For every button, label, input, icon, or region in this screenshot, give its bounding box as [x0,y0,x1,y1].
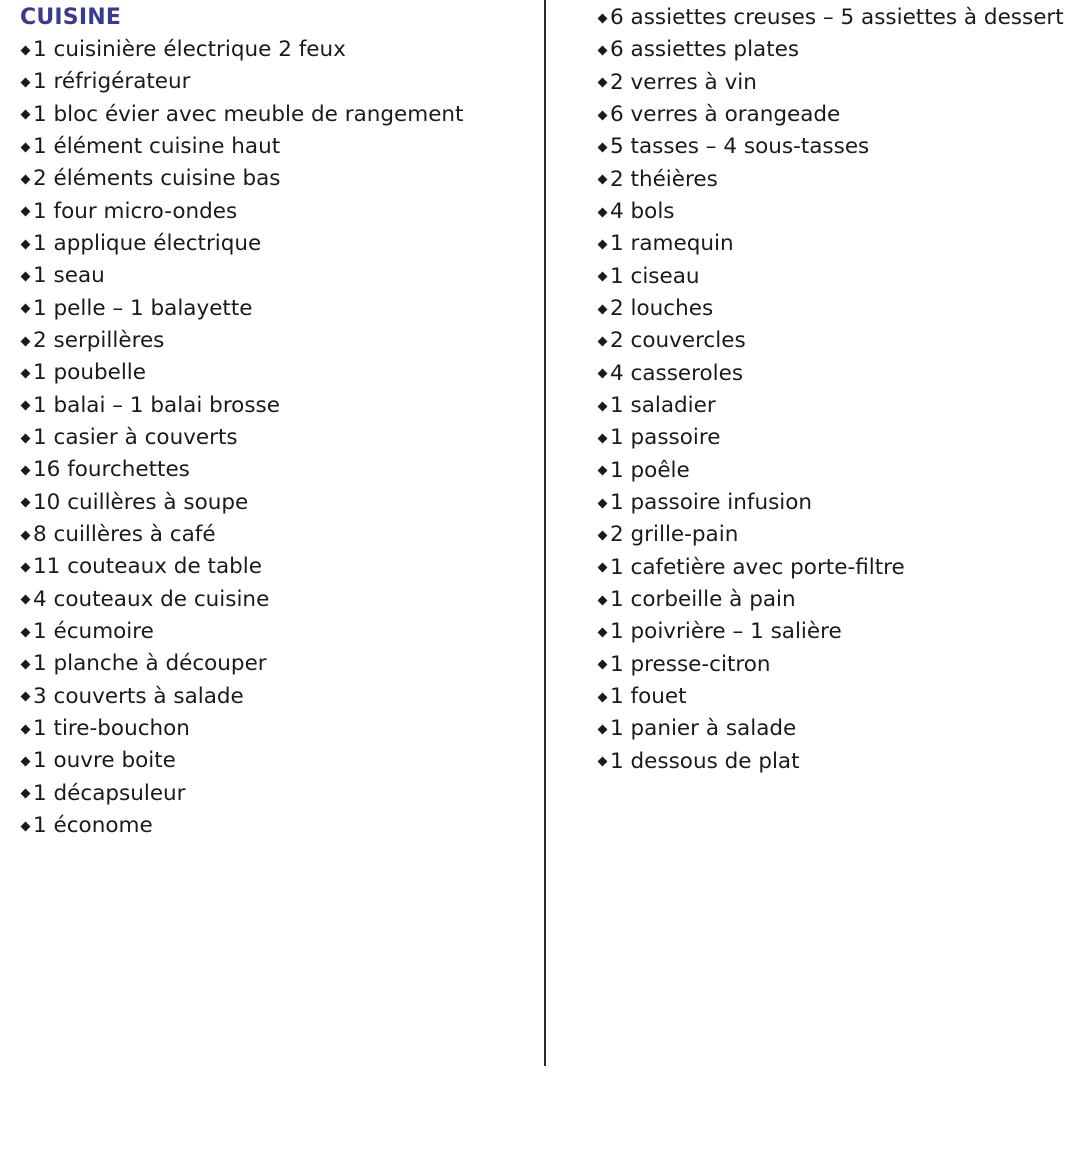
diamond-bullet-icon [21,756,31,766]
list-item [597,616,1064,648]
list-item [20,616,463,648]
list-item-text: 1 tire-bouchon [33,716,190,742]
list-item-text: 1 économe [33,813,153,839]
diamond-bullet-icon [21,336,31,346]
diamond-bullet-icon [598,369,608,379]
diamond-bullet-icon [598,13,608,23]
list-item [20,196,463,228]
diamond-bullet-icon [21,110,31,120]
list-item [20,584,463,616]
list-item [20,66,463,98]
list-item-text: 1 casier à couverts [33,425,238,451]
list-item-text: 1 seau [33,263,105,289]
diamond-bullet-icon [598,530,608,540]
list-item [20,745,463,777]
list-item [20,487,463,519]
diamond-bullet-icon [21,659,31,669]
list-item [597,681,1064,713]
diamond-bullet-icon [598,78,608,88]
diamond-bullet-icon [21,724,31,734]
diamond-bullet-icon [598,336,608,346]
diamond-bullet-icon [21,498,31,508]
diamond-bullet-icon [598,46,608,56]
list-item-text: 1 passoire [610,425,721,451]
list-item [597,390,1064,422]
diamond-bullet-icon [598,692,608,702]
list-item-text: 1 panier à salade [610,716,797,742]
list-item [20,131,463,163]
list-item [597,261,1064,293]
diamond-bullet-icon [21,239,31,249]
list-item-text: 1 écumoire [33,619,154,645]
list-item [597,487,1064,519]
list-item [20,390,463,422]
list-item [20,422,463,454]
diamond-bullet-icon [21,304,31,314]
list-item-text: 1 pelle – 1 balayette [33,295,253,321]
list-item [597,67,1064,99]
list-item [20,778,463,810]
list-item [597,293,1064,325]
list-item-text: 1 saladier [610,393,716,419]
list-item [20,681,463,713]
list-item-text: 1 presse-citron [610,651,771,677]
diamond-bullet-icon [21,627,31,637]
list-item-text: 4 couteaux de cuisine [33,586,270,612]
diamond-bullet-icon [21,465,31,475]
list-item [20,551,463,583]
diamond-bullet-icon [598,627,608,637]
list-item-text: 2 couvercles [610,328,746,354]
list-item-text: 1 poubelle [33,360,146,386]
diamond-bullet-icon [21,78,31,88]
left-item-list [20,34,463,842]
list-item [597,131,1064,163]
list-item-text: 1 planche à découper [33,651,267,677]
list-item-text: 6 assiettes creuses – 5 assiettes à dessert [610,5,1064,31]
list-item-text: 6 assiettes plates [610,37,800,63]
list-item [597,422,1064,454]
list-item [20,228,463,260]
diamond-bullet-icon [598,466,608,476]
list-item [597,746,1064,778]
diamond-bullet-icon [21,562,31,572]
list-item-text: 1 poivrière – 1 salière [610,619,842,645]
list-item-text: 5 tasses – 4 sous-tasses [610,134,870,160]
list-item [20,260,463,292]
list-item [20,648,463,680]
diamond-bullet-icon [598,724,608,734]
list-item [597,325,1064,357]
list-item-text: 6 verres à orangeade [610,102,841,128]
list-item [20,293,463,325]
list-item-text: 2 éléments cuisine bas [33,166,281,192]
diamond-bullet-icon [598,143,608,153]
diamond-bullet-icon [598,757,608,767]
list-item [597,164,1064,196]
list-item [20,163,463,195]
list-item-text: 1 ouvre boite [33,748,176,774]
diamond-bullet-icon [598,272,608,282]
list-item-text: 1 décapsuleur [33,780,186,806]
diamond-bullet-icon [21,45,31,55]
list-item-text: 4 bols [610,199,675,225]
list-item-text: 1 cuisinière électrique 2 feux [33,37,346,63]
list-item-text: 10 cuillères à soupe [33,489,249,515]
list-item [597,34,1064,66]
diamond-bullet-icon [21,272,31,282]
list-item [20,519,463,551]
list-item-text: 3 couverts à salade [33,683,244,709]
diamond-bullet-icon [21,692,31,702]
diamond-bullet-icon [21,401,31,411]
right-item-list [597,2,1064,778]
list-item-text: 1 passoire infusion [610,490,813,516]
diamond-bullet-icon [21,789,31,799]
list-item [597,228,1064,260]
list-item [20,325,463,357]
list-item [597,196,1064,228]
diamond-bullet-icon [21,175,31,185]
list-item-text: 16 fourchettes [33,457,190,483]
list-item-text: 1 four micro-ondes [33,198,238,224]
list-item [597,713,1064,745]
diamond-bullet-icon [598,563,608,573]
list-item-text: 2 théières [610,166,718,192]
diamond-bullet-icon [598,240,608,250]
diamond-bullet-icon [598,110,608,120]
diamond-bullet-icon [21,433,31,443]
list-item-text: 11 couteaux de table [33,554,262,580]
diamond-bullet-icon [21,821,31,831]
diamond-bullet-icon [21,207,31,217]
list-item [597,358,1064,390]
list-item [597,2,1064,34]
diamond-bullet-icon [598,660,608,670]
list-item-text: 1 poêle [610,457,690,483]
list-item-text: 1 élément cuisine haut [33,134,281,160]
list-item-text: 1 cafetière avec porte-filtre [610,554,905,580]
list-item [597,99,1064,131]
diamond-bullet-icon [598,401,608,411]
diamond-bullet-icon [21,368,31,378]
diamond-bullet-icon [21,530,31,540]
list-item [20,99,463,131]
list-item-text: 1 dessous de plat [610,748,800,774]
list-item [20,34,463,66]
list-item-text: 2 louches [610,296,714,322]
diamond-bullet-icon [598,498,608,508]
list-item-text: 1 ciseau [610,263,700,289]
list-item-text: 1 réfrigérateur [33,69,191,95]
list-item [597,552,1064,584]
list-item-text: 1 bloc évier avec meuble de rangement [33,101,464,127]
list-item-text: 2 serpillères [33,328,165,354]
diamond-bullet-icon [598,207,608,217]
list-item-text: 1 fouet [610,684,687,710]
diamond-bullet-icon [598,175,608,185]
column-divider [544,0,546,1066]
list-item-text: 1 ramequin [610,231,734,257]
list-item-text: 1 balai – 1 balai brosse [33,392,280,418]
diamond-bullet-icon [21,595,31,605]
section-title: CUISINE [20,5,122,30]
list-item [20,810,463,842]
list-item [20,454,463,486]
diamond-bullet-icon [598,433,608,443]
list-item-text: 2 verres à vin [610,69,757,95]
list-item [597,519,1064,551]
list-item [597,649,1064,681]
list-item [20,713,463,745]
list-item [597,455,1064,487]
diamond-bullet-icon [598,304,608,314]
list-item [20,357,463,389]
diamond-bullet-icon [21,142,31,152]
list-item-text: 2 grille-pain [610,522,739,548]
list-item-text: 1 corbeille à pain [610,587,796,613]
list-item-text: 1 applique électrique [33,231,262,257]
list-item [597,584,1064,616]
list-item-text: 4 casseroles [610,360,744,386]
list-item-text: 8 cuillères à café [33,522,216,548]
diamond-bullet-icon [598,595,608,605]
